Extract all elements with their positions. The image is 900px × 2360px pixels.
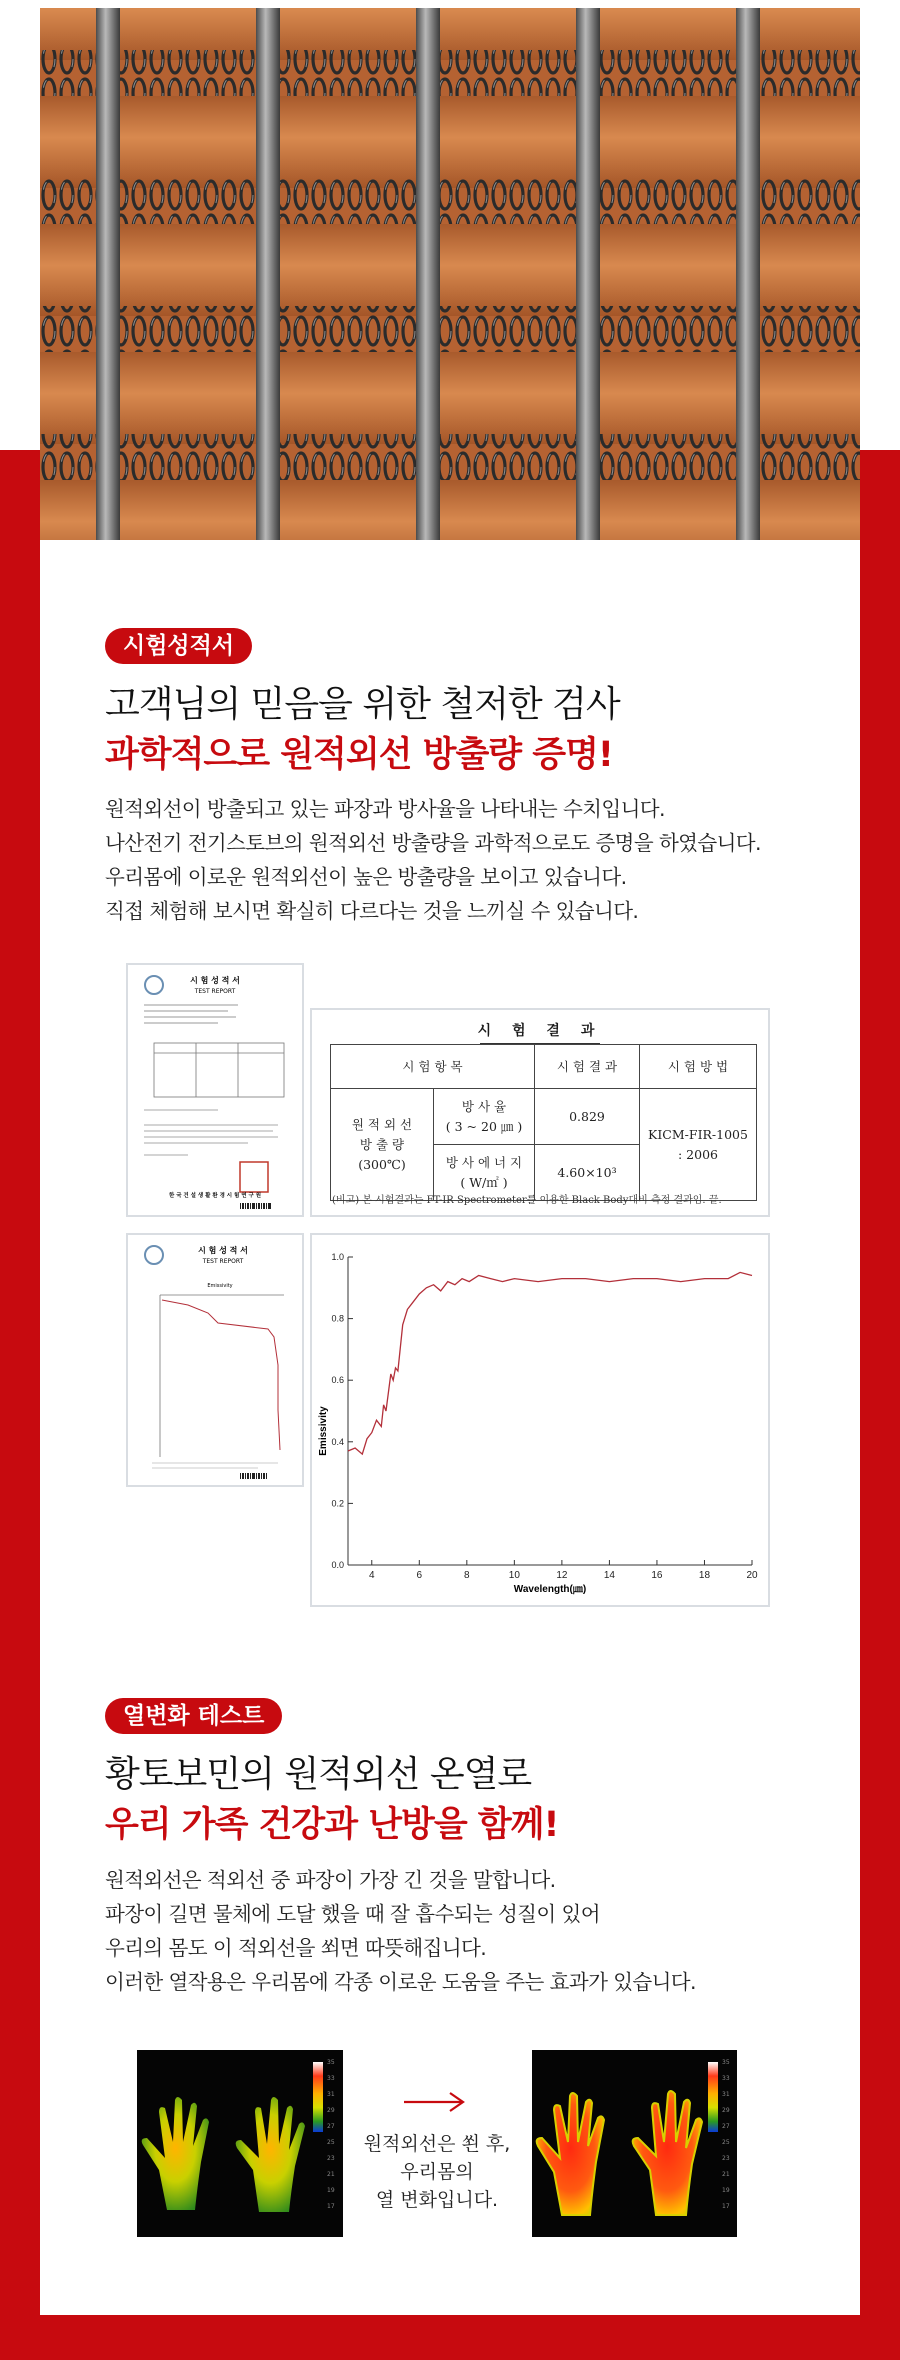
section2-title-line2: 우리 가족 건강과 난방을 함께!: [105, 1805, 559, 1845]
guard-bar: [96, 8, 120, 540]
section1-paragraph-line: 나산전기 전기스토브의 원적외선 방출량을 과학적으로도 증명을 하였습니다.: [105, 831, 761, 855]
item-line: ( 3 ~ 20 ㎛ ): [445, 1118, 523, 1134]
svg-text:33: 33: [722, 2075, 730, 2082]
emissivity-item: [434, 1089, 535, 1145]
group-label-line: 방 출 량: [359, 1136, 405, 1152]
svg-text:35: 35: [327, 2059, 335, 2066]
svg-text:35: 35: [722, 2059, 730, 2066]
emissivity-result: 0.829: [535, 1089, 640, 1145]
svg-text:21: 21: [722, 2171, 730, 2178]
x-tick-label: 18: [698, 1570, 711, 1581]
emissivity-chart: [312, 1235, 768, 1605]
guard-bar: [416, 8, 440, 540]
y-tick-label: 0.2: [331, 1498, 344, 1509]
x-tick-label: 6: [416, 1570, 423, 1581]
report1-footer: 한 국 건 설 생 활 환 경 시 험 연 구 원: [168, 1193, 262, 1199]
y-tick-label: 0.4: [331, 1436, 344, 1447]
svg-text:25: 25: [722, 2139, 730, 2146]
svg-text:33: 33: [327, 2075, 335, 2082]
group-label-line: 원 적 외 선: [351, 1116, 413, 1132]
test-report-thumbnail-1: [126, 963, 304, 1217]
item-line: 방 사 에 너 지: [445, 1154, 523, 1170]
test-report-thumbnail-2: [126, 1233, 304, 1487]
svg-text:31: 31: [722, 2091, 730, 2098]
y-tick-label: 0.0: [331, 1560, 344, 1570]
svg-text:27: 27: [722, 2123, 730, 2130]
x-tick-label: 12: [556, 1570, 568, 1581]
section2-paragraph-line: 원적외선은 적외선 중 파장이 가장 긴 것을 말합니다.: [105, 1868, 556, 1892]
chart-x-axis-label: Wavelength(㎛): [513, 1584, 587, 1595]
right-arrow-icon: [400, 2087, 470, 2117]
report1-subtitle: TEST REPORT: [194, 988, 236, 995]
svg-text:27: 27: [327, 2123, 335, 2130]
x-tick-label: 16: [651, 1570, 663, 1581]
svg-text:17: 17: [722, 2203, 730, 2210]
heat-change-test-badge: 열변화 테스트: [105, 1698, 282, 1734]
heater-element-photo: [40, 8, 860, 540]
results-table: [330, 1044, 757, 1201]
header-test-method: 시 험 방 법: [640, 1045, 757, 1089]
section2-paragraph-line: 파장이 길면 물체에 도달 했을 때 잘 흡수되는 성질이 있어: [105, 1902, 600, 1926]
svg-text:19: 19: [327, 2187, 335, 2194]
item-line: 방 사 율: [461, 1098, 507, 1114]
x-tick-label: 10: [508, 1570, 520, 1581]
svg-text:19: 19: [722, 2187, 730, 2194]
thermal-caption: [362, 2130, 512, 2214]
thermal-image-after: [532, 2050, 737, 2237]
thermal-caption-line: 열 변화입니다.: [375, 2189, 499, 2211]
report2-subtitle: TEST REPORT: [202, 1258, 244, 1265]
y-tick-label: 1.0: [331, 1252, 344, 1262]
report2-chart-label: Emissivity: [207, 1283, 233, 1289]
svg-text:31: 31: [327, 2091, 335, 2098]
thermal-caption-line: 우리몸의: [400, 2161, 474, 2183]
section1-paragraph-line: 원적외선이 방출되고 있는 파장과 방사율을 나타내는 수치입니다.: [105, 797, 665, 821]
far-infrared-group-label: [331, 1089, 434, 1201]
svg-text:25: 25: [327, 2139, 335, 2146]
emissivity-series-line: [348, 1272, 752, 1454]
report1-title: 시 험 성 적 서: [190, 976, 240, 985]
x-tick-label: 8: [464, 1570, 470, 1581]
svg-text:17: 17: [327, 2203, 335, 2210]
thermal-image-before: [137, 2050, 343, 2237]
section1-title-line1: 고객님의 믿음을 위한 철저한 검사: [105, 684, 620, 725]
section2-paragraph: [105, 1863, 696, 1999]
y-tick-label: 0.8: [331, 1313, 344, 1324]
section1-title-line2: 과학적으로 원적외선 방출량 증명!: [105, 735, 613, 775]
svg-text:29: 29: [722, 2107, 730, 2114]
x-tick-label: 4: [368, 1570, 375, 1581]
header-test-result: 시 험 결 과: [535, 1045, 640, 1089]
svg-text:29: 29: [327, 2107, 335, 2114]
group-label-line: (300℃): [358, 1156, 406, 1172]
method-line: KICM-FIR-1005: [648, 1126, 748, 1142]
section1-paragraph-line: 직접 체험해 보시면 확실히 다르다는 것을 느끼실 수 있습니다.: [105, 899, 639, 923]
section1-paragraph-line: 우리몸에 이로운 원적외선이 높은 방출량을 보이고 있습니다.: [105, 865, 627, 889]
test-report-badge: 시험성적서: [105, 628, 252, 664]
chart-y-axis-label: Emissivity: [318, 1406, 329, 1456]
header-test-item: 시 험 항 목: [331, 1045, 535, 1089]
svg-text:21: 21: [327, 2171, 335, 2178]
guard-bar: [576, 8, 600, 540]
results-note: (비고) 본 시험결과는 FT-IR Spectrometer를 이용한 Black Body대비 측정 결과임. 끝.: [332, 1195, 722, 1206]
thermal-caption-line: 원적외선은 쐰 후,: [363, 2133, 511, 2155]
section2-paragraph-line: 우리의 몸도 이 적외선을 쐬면 따뜻해집니다.: [105, 1936, 487, 1960]
section1-paragraph: [105, 792, 761, 928]
guard-bar: [736, 8, 760, 540]
emissivity-chart-card: [310, 1233, 770, 1607]
section2-title-line1: 황토보민의 원적외선 온열로: [105, 1754, 532, 1795]
test-results-card: [310, 1008, 770, 1217]
svg-text:23: 23: [327, 2155, 335, 2162]
test-method-value: [640, 1089, 757, 1201]
results-title: 시 험 결 과: [312, 1020, 768, 1044]
section2-paragraph-line: 이러한 열작용은 우리몸에 각종 이로운 도움을 주는 효과가 있습니다.: [105, 1970, 696, 1994]
x-tick-label: 14: [603, 1570, 615, 1581]
method-line: : 2006: [678, 1146, 718, 1162]
guard-bar: [256, 8, 280, 540]
radiant-energy-result: 4.60×10³: [535, 1145, 640, 1201]
x-tick-label: 20: [746, 1570, 758, 1581]
y-tick-label: 0.6: [331, 1375, 344, 1386]
item-line: ( W/㎡ ): [460, 1174, 508, 1190]
report2-title: 시 험 성 적 서: [198, 1246, 248, 1255]
svg-text:23: 23: [722, 2155, 730, 2162]
